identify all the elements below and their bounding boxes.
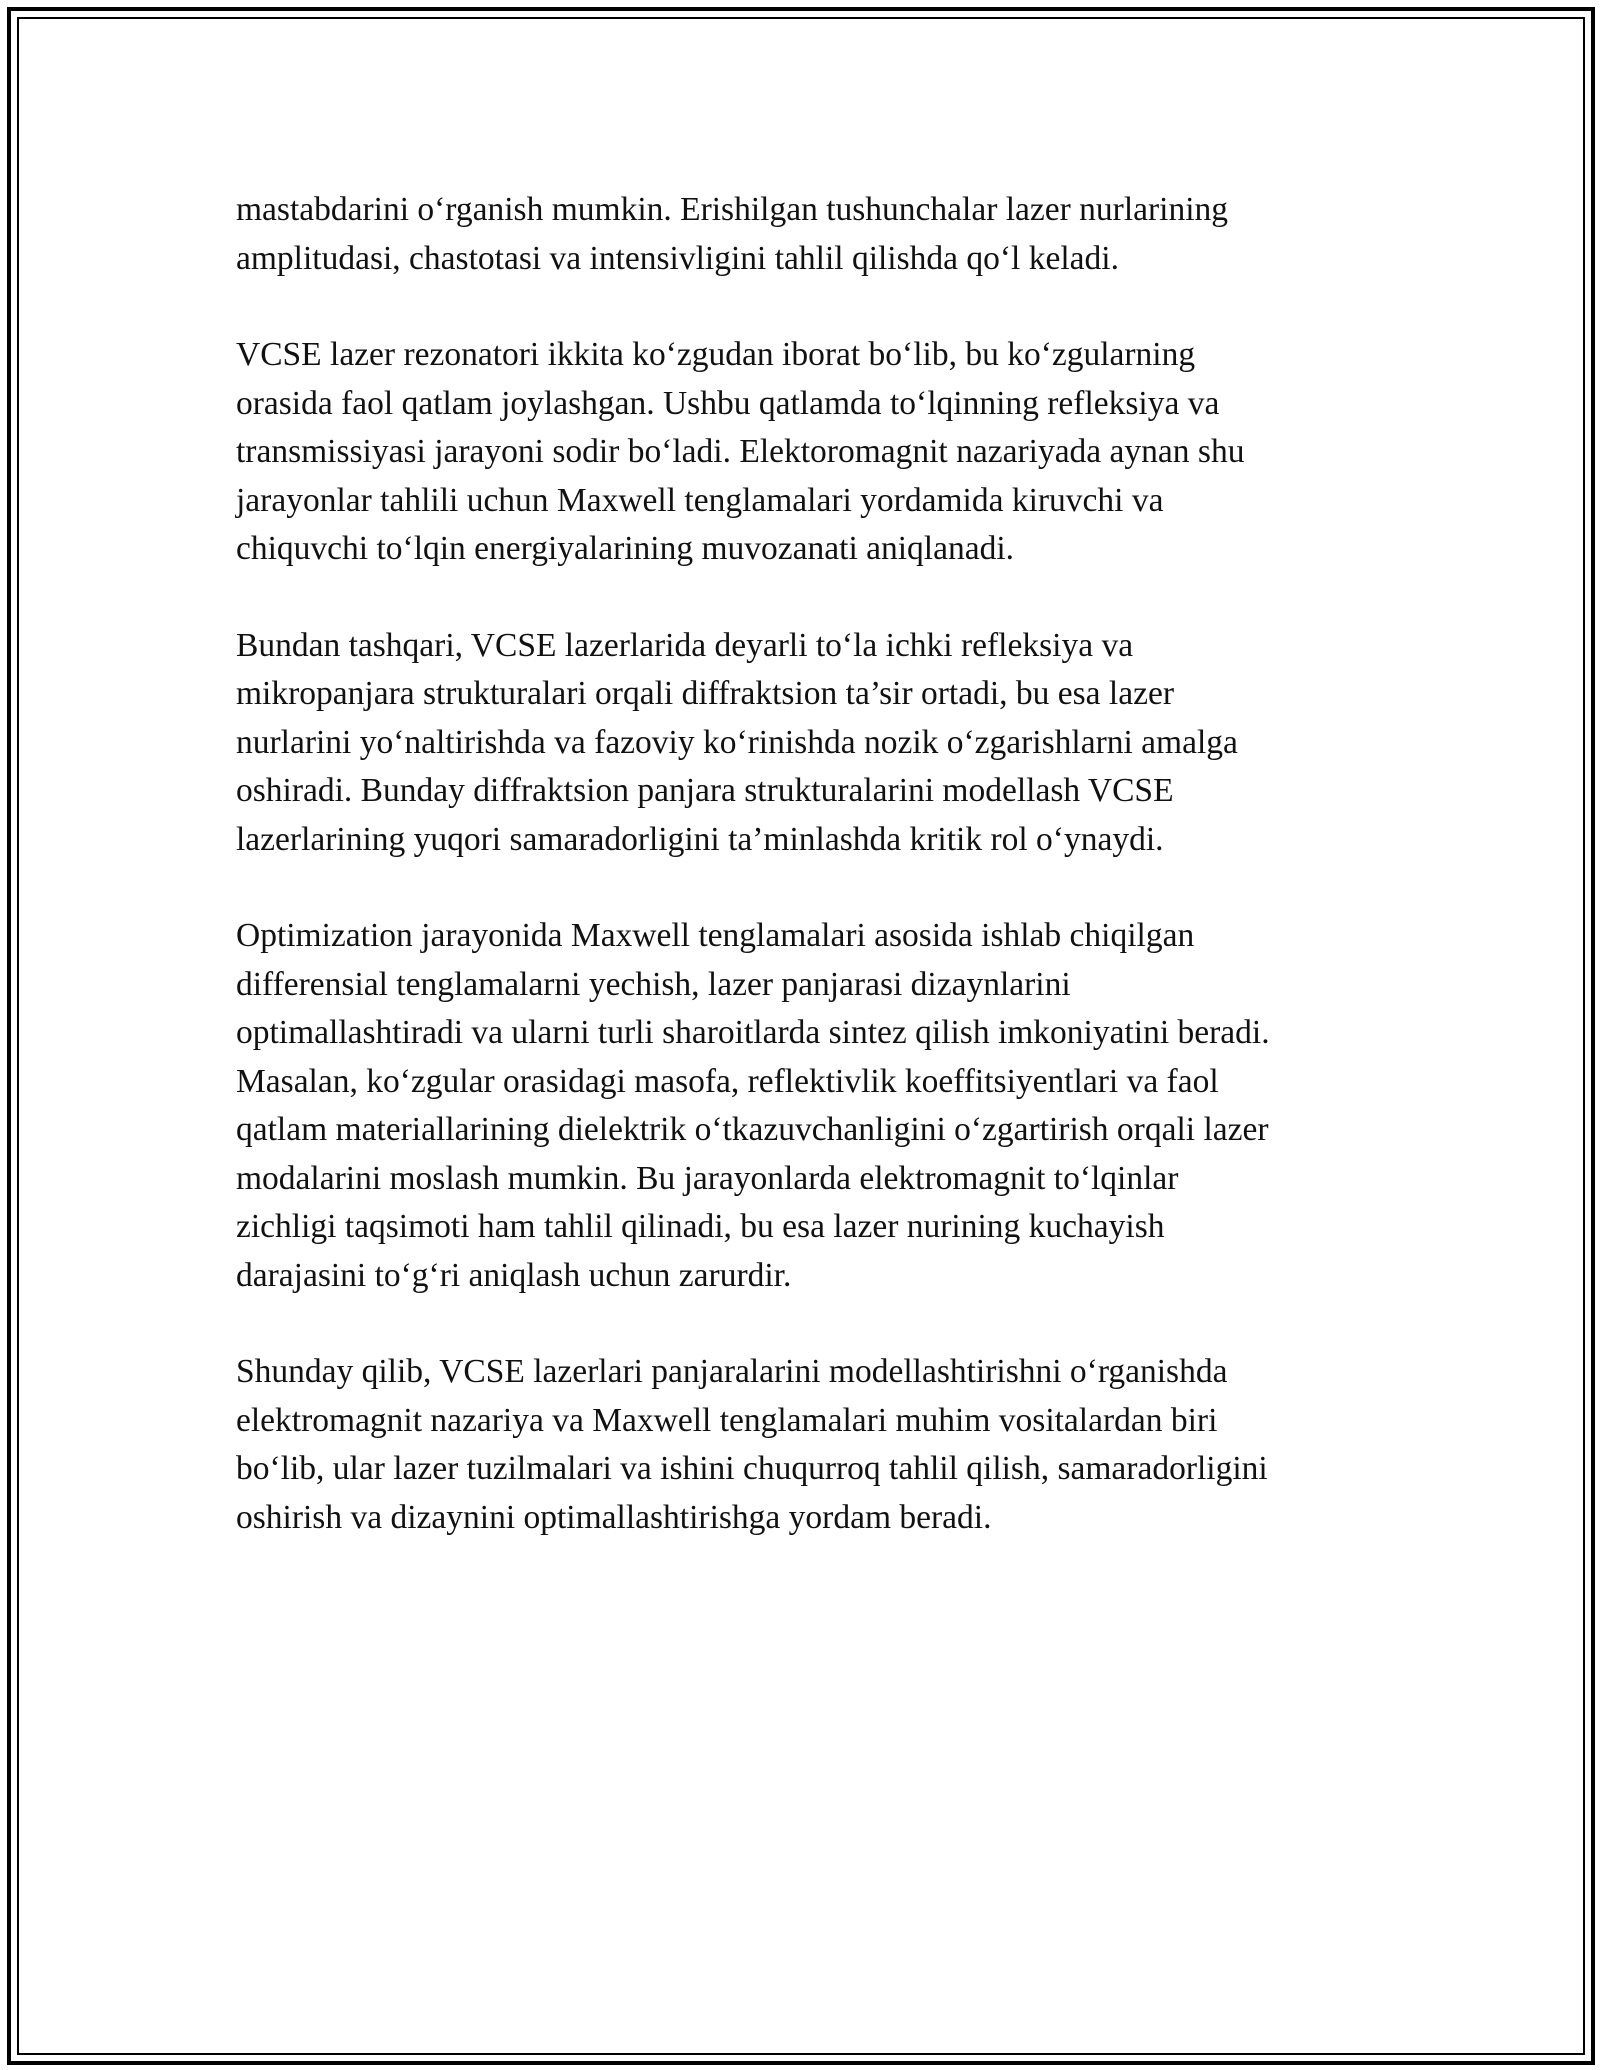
text-line: Shunday qilib, VCSE lazerlari panjaralarini modellashtirishni o‘rganishda bbox=[236, 1353, 1228, 1390]
text-line: jarayonlar tahlili uchun Maxwell tenglamalari yordamida kiruvchi va bbox=[236, 481, 1164, 519]
text-line: amplitudasi, chastotasi va intensivligini tahlil qilishda qo‘l keladi. bbox=[236, 239, 1119, 277]
text-line: lazerlarining yuqori samaradorligini ta’minlashda kritik rol o‘ynaydi. bbox=[236, 820, 1164, 858]
paragraph-2 bbox=[236, 331, 1376, 574]
text-line: differensial tenglamalarni yechish, lazer panjarasi dizaynlarini bbox=[236, 965, 1071, 1003]
text-line: nurlarini yo‘naltirishda va fazoviy ko‘rinishda nozik o‘zgarishlarni amalga bbox=[236, 723, 1238, 761]
text-line: mikropanjara strukturalari orqali diffraktsion ta’sir ortadi, bu esa lazer bbox=[236, 675, 1174, 712]
text-line: qatlam materiallarining dielektrik o‘tkazuvchanligini o‘zgartirish orqali lazer bbox=[236, 1111, 1269, 1148]
paragraph-3 bbox=[236, 622, 1376, 865]
text-line: Optimization jarayonida Maxwell tenglamalari asosida ishlab chiqilgan bbox=[236, 917, 1195, 954]
text-line: optimallashtiradi va ularni turli sharoitlarda sintez qilish imkoniyatini beradi. bbox=[236, 1014, 1270, 1051]
text-line: chiquvchi to‘lqin energiyalarining muvozanati aniqlanadi. bbox=[236, 530, 1015, 567]
text-line: elektromagnit nazariya va Maxwell tenglamalari muhim vositalardan biri bbox=[236, 1401, 1218, 1439]
text-line: darajasini to‘g‘ri aniqlash uchun zarurdir. bbox=[236, 1256, 792, 1294]
paragraph-4 bbox=[236, 912, 1376, 1300]
paragraph-1 bbox=[236, 186, 1376, 283]
text-line: Masalan, ko‘zgular orasidagi masofa, reflektivlik koeffitsiyentlari va faol bbox=[236, 1062, 1219, 1100]
document-body bbox=[236, 186, 1376, 1590]
text-line: zichligi taqsimoti ham tahlil qilinadi, bu esa lazer nurining kuchayish bbox=[236, 1208, 1165, 1245]
text-line: oshiradi. Bunday diffraktsion panjara strukturalarini modellash VCSE bbox=[236, 772, 1174, 809]
text-line: Bundan tashqari, VCSE lazerlarida deyarli to‘la ichki refleksiya va bbox=[236, 626, 1134, 664]
text-line: orasida faol qatlam joylashgan. Ushbu qatlamda to‘lqinning refleksiya va bbox=[236, 384, 1220, 422]
text-line: mastabdarini o‘rganish mumkin. Erishilgan tushunchalar lazer nurlarining bbox=[236, 191, 1229, 228]
text-line: oshirish va dizaynini optimallashtirishga yordam beradi. bbox=[236, 1498, 992, 1536]
text-line: bo‘lib, ular lazer tuzilmalari va ishini chuqurroq tahlil qilish, samaradorligini bbox=[236, 1450, 1268, 1487]
text-line: modalarini moslash mumkin. Bu jarayonlarda elektromagnit to‘lqinlar bbox=[236, 1159, 1179, 1197]
paragraph-5 bbox=[236, 1348, 1376, 1542]
text-line: VCSE lazer rezonatori ikkita ko‘zgudan iborat bo‘lib, bu ko‘zgularning bbox=[236, 336, 1196, 373]
text-line: transmissiyasi jarayoni sodir bo‘ladi. Elektoromagnit nazariyada aynan shu bbox=[236, 433, 1245, 470]
